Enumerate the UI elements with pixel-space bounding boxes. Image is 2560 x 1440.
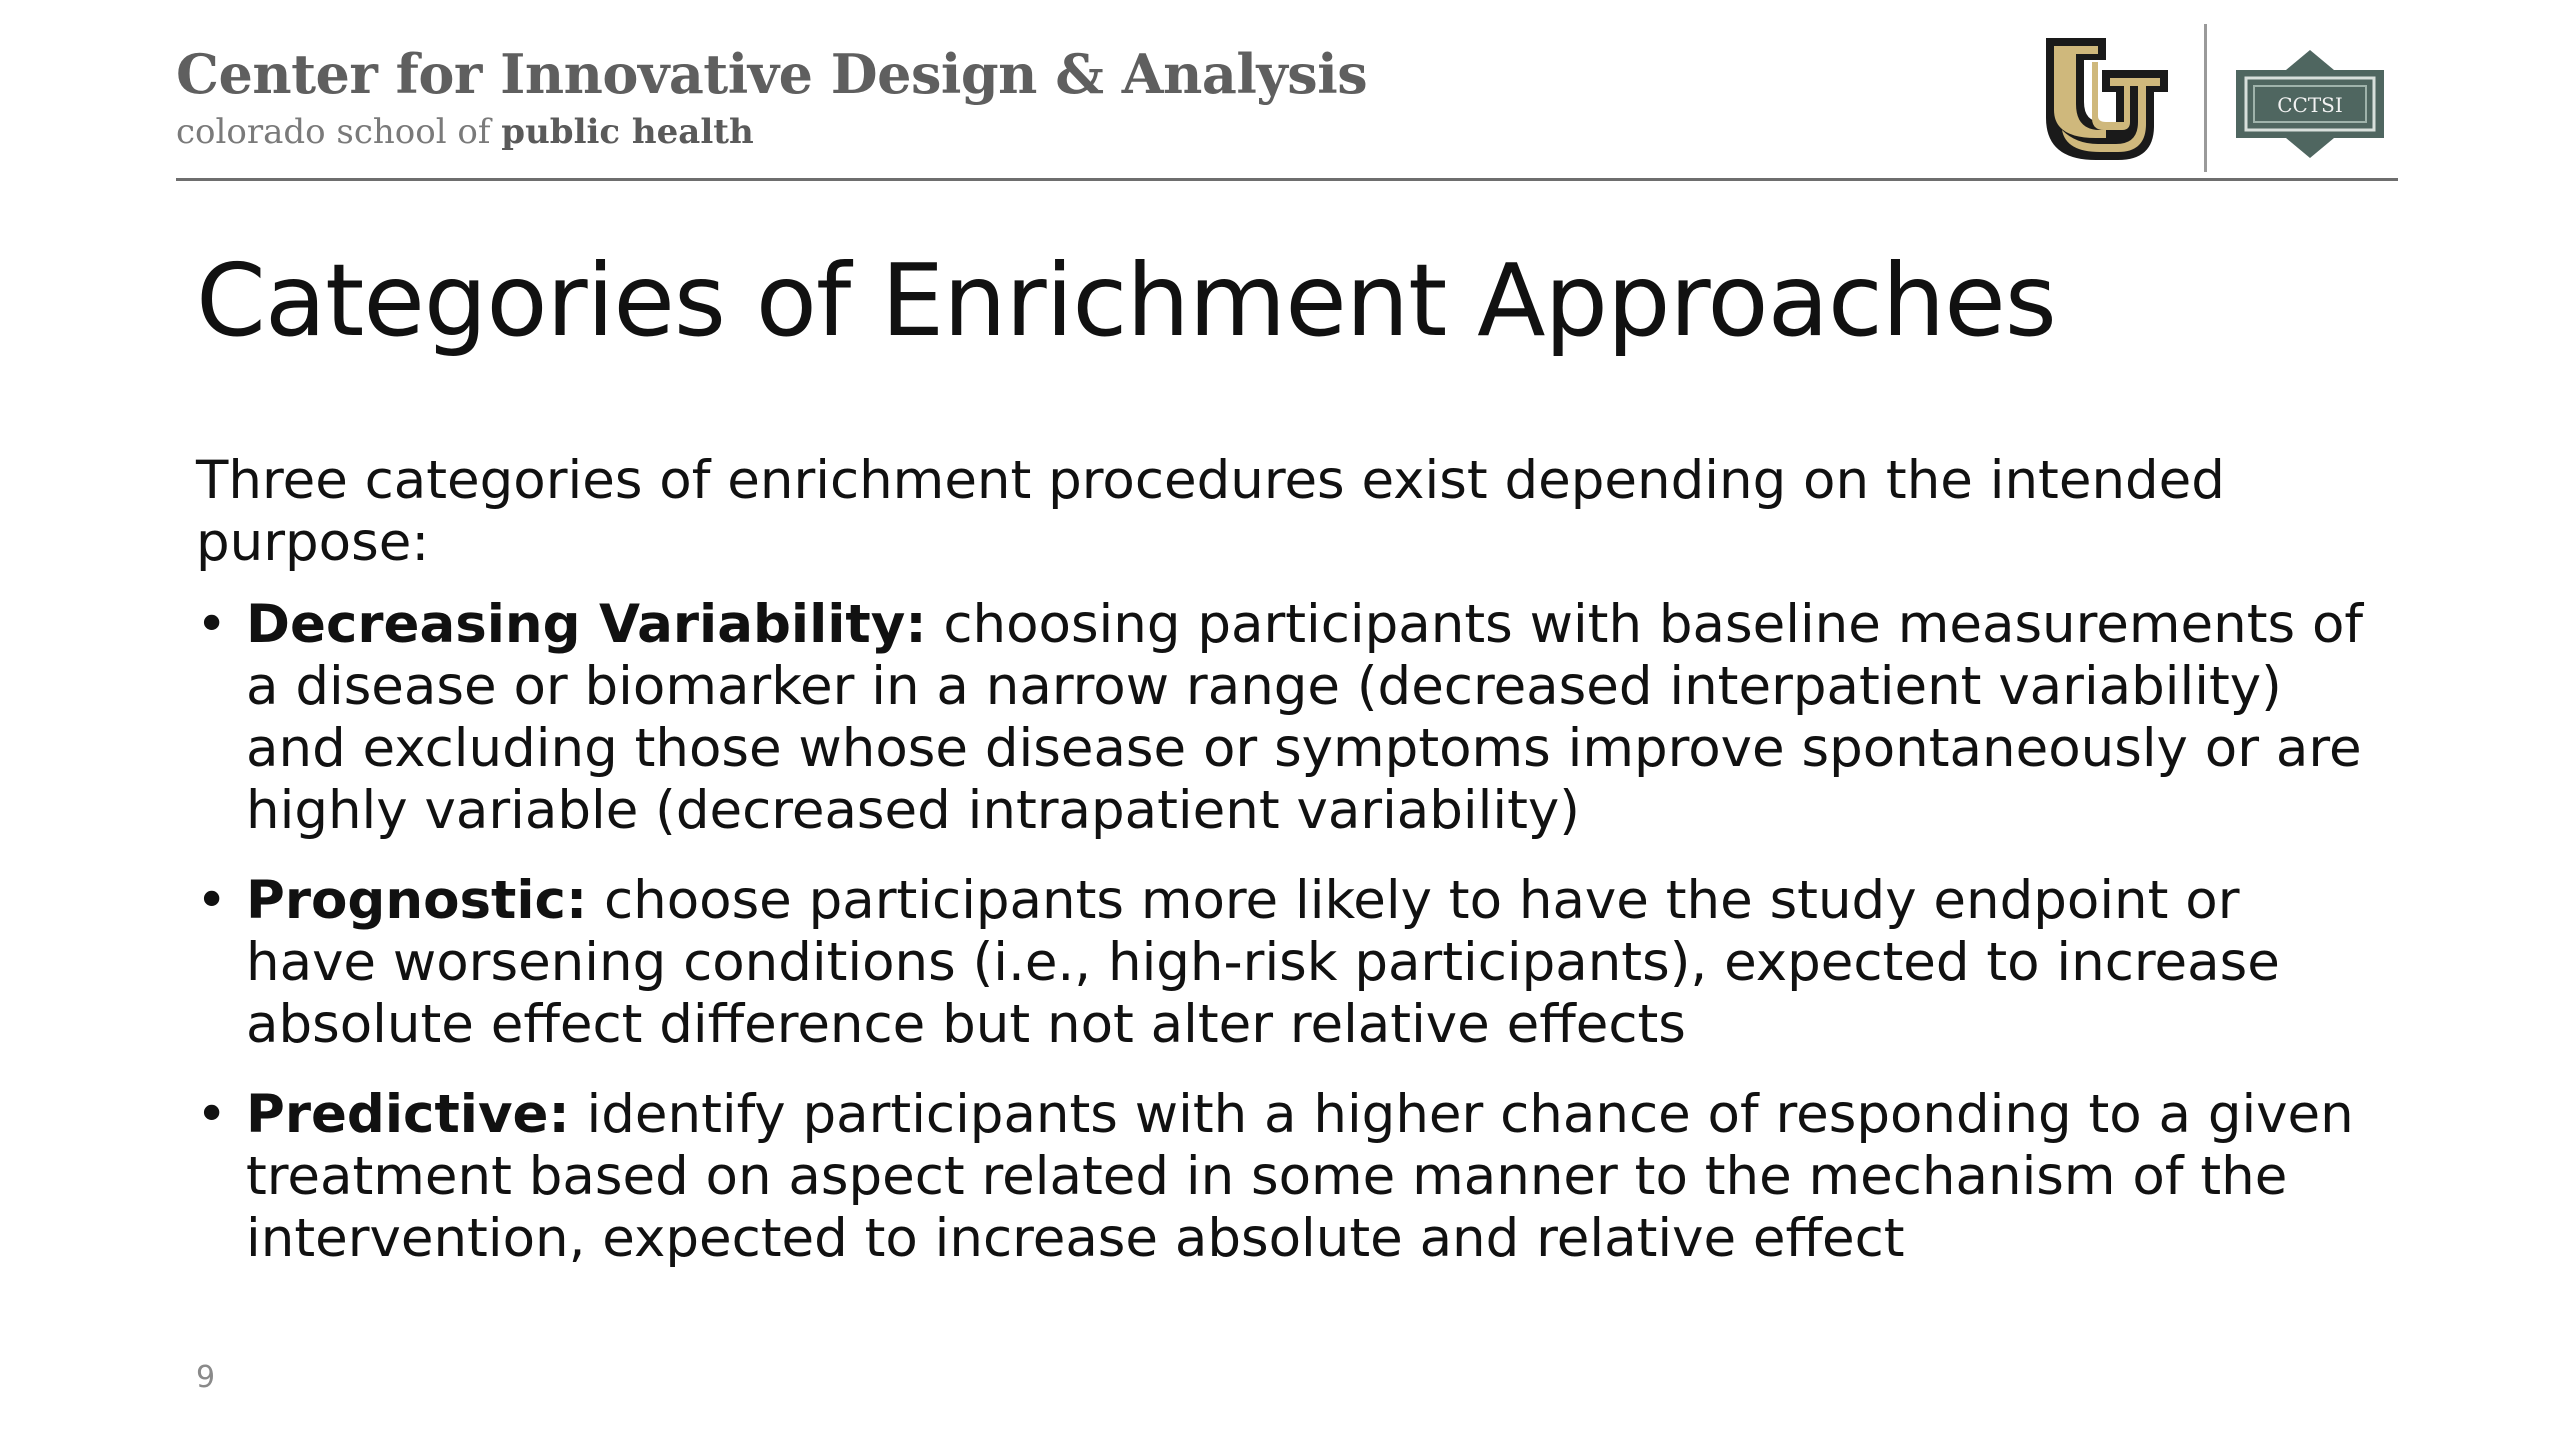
bullet-icon: •: [196, 870, 228, 931]
header-divider: [176, 178, 2398, 181]
bullet-item-predictive: [196, 1084, 2376, 1270]
org-title: Center for Innovative Design & Analysis: [176, 42, 1368, 106]
bullet-term: Decreasing Variability:: [246, 594, 927, 655]
bullet-text: choosing participants with baseline measurements of a disease or biomarker in a narrow range (decreased interpatient variability) and excluding those whose disease or symptoms improve spontaneously or are highly variable (decreased intrapatient variability): [246, 594, 2364, 841]
bullet-text: identify participants with a higher chance of responding to a given treatment based on aspect related in some manner to the mechanism of the intervention, expected to increase absolute and relative effect: [246, 1084, 2354, 1269]
cctsi-logo-icon: [2232, 48, 2388, 160]
org-subtitle-prefix: colorado school of: [176, 112, 502, 152]
cctsi-logo-text: CCTSI: [2277, 93, 2343, 117]
bullet-list: [196, 594, 2376, 1270]
org-branding: [176, 38, 1368, 154]
intro-paragraph: Three categories of enrichment procedures exist depending on the intended purpose:: [196, 450, 2225, 573]
logo-divider: [2204, 24, 2207, 172]
slide-title: Categories of Enrichment Approaches: [196, 242, 2056, 359]
page-number: 9: [196, 1360, 216, 1395]
org-subtitle: [176, 110, 1326, 154]
bullet-item-prognostic: [196, 870, 2376, 1056]
cu-logo-icon: [2036, 30, 2178, 168]
bullet-text: choose participants more likely to have the study endpoint or have worsening conditions (i.e., high-risk participants), expected to increase absolute effect difference but not alter relative effects: [246, 870, 2280, 1055]
slide-body: [196, 450, 2376, 1298]
bullet-term: Prognostic:: [246, 870, 588, 931]
bullet-term: Predictive:: [246, 1084, 570, 1145]
org-subtitle-bold: public health: [501, 112, 754, 152]
bullet-icon: •: [196, 1084, 228, 1145]
bullet-icon: •: [196, 594, 228, 655]
bullet-item-decreasing-variability: [196, 594, 2376, 842]
